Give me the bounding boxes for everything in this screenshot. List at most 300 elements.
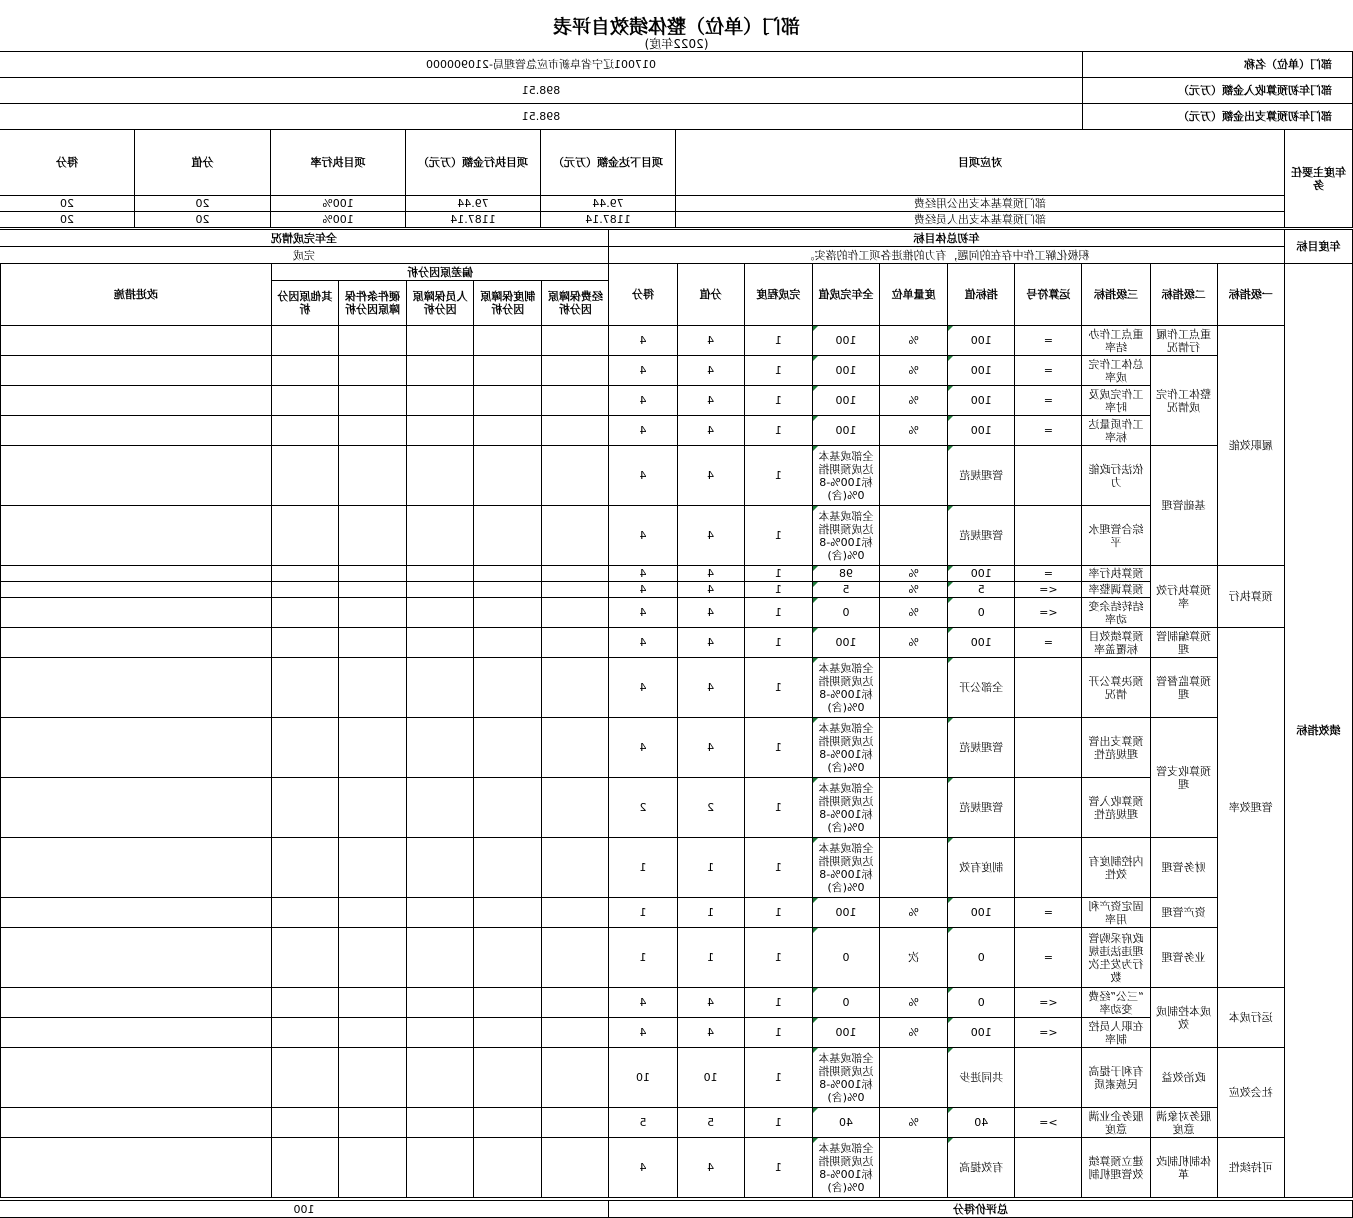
indicator-degree: 1 (744, 778, 812, 838)
header-reason-hardware: 硬件条件保障原因分析 (338, 281, 406, 326)
indicator-l1: 社会效应 (1217, 1048, 1284, 1138)
indicator-actual: 0 (812, 988, 879, 1018)
task-allocated: 1187.14 (541, 212, 676, 228)
measure-cell (1, 988, 272, 1018)
deviation-cell (271, 778, 338, 838)
indicator-op (1015, 506, 1082, 566)
table-row (1, 1018, 1353, 1048)
deviation-cell (474, 582, 542, 598)
indicator-score: 4 (609, 386, 677, 416)
deviation-cell (474, 898, 542, 928)
indicator-l3: 固定资产利用率 (1082, 898, 1150, 928)
deviation-cell (407, 326, 474, 356)
indicator-actual: 5 (812, 582, 879, 598)
indicator-target: 100 (948, 566, 1015, 582)
indicator-op: <= (1015, 988, 1082, 1018)
deviation-cell (474, 838, 542, 898)
deviation-cell (271, 1108, 338, 1138)
measure-cell (1, 898, 272, 928)
tasks-header-allocated: 项目下达金额（万元） (541, 130, 676, 196)
deviation-cell (338, 598, 406, 628)
deviation-cell (542, 898, 609, 928)
indicator-op: >= (1015, 1108, 1082, 1138)
deviation-cell (474, 628, 542, 658)
indicator-score: 1 (609, 928, 677, 988)
deviation-cell (542, 718, 609, 778)
indicator-weight: 4 (677, 718, 744, 778)
indicator-unit (880, 838, 948, 898)
indicator-degree: 1 (744, 658, 812, 718)
deviation-cell (407, 446, 474, 506)
indicator-target: 100 (948, 326, 1015, 356)
indicator-weight: 4 (677, 988, 744, 1018)
goal-initial-value: 积极化解工作中存在的问题，有力的推进各项工作的落实。 (609, 247, 1285, 264)
total-label: 总评价得分 (609, 1201, 1353, 1218)
indicator-table (0, 263, 1353, 1198)
indicator-unit (880, 446, 948, 506)
indicator-target: 100 (948, 386, 1015, 416)
deviation-cell (474, 566, 542, 582)
deviation-cell (271, 506, 338, 566)
indicator-degree: 1 (744, 326, 812, 356)
indicator-target: 管理规范 (948, 778, 1015, 838)
indicator-degree: 1 (744, 582, 812, 598)
indicator-unit: % (880, 1018, 948, 1048)
deviation-cell (338, 928, 406, 988)
indicator-l2: 财务管理 (1150, 838, 1217, 898)
deviation-cell (542, 1048, 609, 1108)
expense-value: 898.51 (0, 104, 1083, 130)
indicator-degree: 1 (744, 1108, 812, 1138)
indicator-op (1015, 446, 1082, 506)
indicator-degree: 1 (744, 718, 812, 778)
indicator-weight: 4 (677, 356, 744, 386)
measure-cell (1, 598, 272, 628)
header-degree: 完成程度 (744, 264, 812, 326)
tasks-header-project: 对应项目 (676, 130, 1285, 196)
measure-cell (1, 356, 272, 386)
indicator-degree: 1 (744, 416, 812, 446)
indicator-degree: 1 (744, 628, 812, 658)
table-row (1, 1108, 1353, 1138)
table-row (1, 1048, 1353, 1108)
indicator-score: 4 (609, 356, 677, 386)
header-reason-funding: 经费保障原因分析 (542, 281, 609, 326)
indicator-l2: 基础管理 (1150, 446, 1217, 566)
indicator-unit (880, 778, 948, 838)
deviation-cell (542, 506, 609, 566)
indicator-degree: 1 (744, 1018, 812, 1048)
tasks-row-label: 年度主要任务 (1285, 130, 1353, 228)
header-weight: 分值 (677, 264, 744, 326)
deviation-cell (271, 326, 338, 356)
indicator-l3: 预算执行率 (1082, 566, 1150, 582)
indicator-score: 4 (609, 506, 677, 566)
indicator-weight: 10 (677, 1048, 744, 1108)
indicator-target: 5 (948, 582, 1015, 598)
indicator-l2: 政治效益 (1150, 1048, 1217, 1108)
indicator-target: 0 (948, 598, 1015, 628)
deviation-cell (542, 928, 609, 988)
indicator-weight: 2 (677, 778, 744, 838)
indicator-l2: 预算执行效率 (1150, 566, 1217, 628)
table-row (1, 778, 1353, 838)
deviation-cell (474, 778, 542, 838)
table-row (1, 416, 1353, 446)
deviation-cell (271, 1048, 338, 1108)
deviation-cell (407, 718, 474, 778)
measure-cell (1, 416, 272, 446)
indicator-l1: 运行成本 (1217, 988, 1284, 1048)
task-executed: 79.44 (406, 196, 541, 212)
deviation-cell (338, 1018, 406, 1048)
header-deviation: 偏差原因分析 (271, 264, 609, 281)
indicator-actual: 全部或基本达成预期指标100%-80%(含) (812, 838, 879, 898)
indicator-score: 4 (609, 1018, 677, 1048)
indicator-weight: 4 (677, 446, 744, 506)
indicator-unit: % (880, 988, 948, 1018)
income-label: 部门年初预算收入金额（万元） (1083, 78, 1353, 104)
deviation-cell (474, 598, 542, 628)
indicator-score: 4 (609, 718, 677, 778)
indicator-op: = (1015, 628, 1082, 658)
measure-cell (1, 838, 272, 898)
indicator-weight: 4 (677, 566, 744, 582)
measure-cell (1, 326, 272, 356)
indicator-l2: 体制机制改革 (1150, 1138, 1217, 1198)
deviation-cell (474, 446, 542, 506)
indicator-actual: 40 (812, 1108, 879, 1138)
measure-cell (1, 778, 272, 838)
indicator-l3: 工作质量达标率 (1082, 416, 1150, 446)
indicator-actual: 全部或基本达成预期指标100%-80%(含) (812, 718, 879, 778)
header-l2: 二级指标 (1150, 264, 1217, 326)
indicator-weight: 4 (677, 506, 744, 566)
header-l1: 一级指标 (1217, 264, 1284, 326)
indicator-l3: 结转结余变动率 (1082, 598, 1150, 628)
goal-initial-label: 年初总体目标 (609, 230, 1285, 247)
measure-cell (1, 718, 272, 778)
measure-cell (1, 1018, 272, 1048)
deviation-cell (474, 718, 542, 778)
indicator-score: 10 (609, 1048, 677, 1108)
deviation-cell (338, 506, 406, 566)
indicator-op: <= (1015, 1018, 1082, 1048)
header-l3: 三级指标 (1082, 264, 1150, 326)
indicator-unit: % (880, 386, 948, 416)
deviation-cell (338, 898, 406, 928)
deviation-cell (407, 506, 474, 566)
indicator-op: = (1015, 416, 1082, 446)
indicator-l2: 重点工作履行情况 (1150, 326, 1217, 356)
indicator-l3: 预算收入管理规范性 (1082, 778, 1150, 838)
task-rate: 100% (271, 196, 406, 212)
indicator-l2: 成本控制成效 (1150, 988, 1217, 1048)
measure-cell (1, 1138, 272, 1198)
deviation-cell (542, 1138, 609, 1198)
deviation-cell (407, 1108, 474, 1138)
deviation-cell (338, 386, 406, 416)
indicator-op (1015, 838, 1082, 898)
tasks-header-score: 得分 (0, 130, 135, 196)
indicator-l3: 综合管理水平 (1082, 506, 1150, 566)
deviation-cell (542, 416, 609, 446)
header-score: 得分 (609, 264, 677, 326)
deviation-cell (407, 1048, 474, 1108)
table-row (1, 598, 1353, 628)
indicator-target: 0 (948, 988, 1015, 1018)
indicator-row-label: 绩效指标 (1284, 264, 1352, 1198)
indicator-actual: 全部或基本达成预期指标100%-80%(含) (812, 778, 879, 838)
deviation-cell (474, 416, 542, 446)
indicator-actual: 全部或基本达成预期指标100%-80%(含) (812, 658, 879, 718)
header-reason-other: 其他原因分析 (271, 281, 338, 326)
deviation-cell (474, 386, 542, 416)
indicator-op (1015, 1048, 1082, 1108)
indicator-target: 40 (948, 1108, 1015, 1138)
info-table (0, 51, 1353, 130)
indicator-weight: 4 (677, 386, 744, 416)
deviation-cell (271, 658, 338, 718)
indicator-unit: % (880, 566, 948, 582)
deviation-cell (271, 356, 338, 386)
measure-cell (1, 658, 272, 718)
table-row (1, 566, 1353, 582)
indicator-weight: 4 (677, 658, 744, 718)
task-project: 部门预算基本支出公用经费 (676, 196, 1285, 212)
indicator-degree: 1 (744, 838, 812, 898)
indicator-actual: 全部或基本达成预期指标100%-80%(含) (812, 1048, 879, 1108)
deviation-cell (338, 356, 406, 386)
deviation-cell (338, 1138, 406, 1198)
deviation-cell (407, 582, 474, 598)
indicator-unit: % (880, 898, 948, 928)
indicator-op: = (1015, 566, 1082, 582)
deviation-cell (338, 838, 406, 898)
indicator-score: 4 (609, 598, 677, 628)
deviation-cell (542, 628, 609, 658)
indicator-score: 4 (609, 446, 677, 506)
deviation-cell (271, 1018, 338, 1048)
indicator-op (1015, 778, 1082, 838)
indicator-score: 2 (609, 778, 677, 838)
task-score: 20 (0, 212, 135, 228)
indicator-degree: 1 (744, 928, 812, 988)
indicator-l2: 预算编制管理 (1150, 628, 1217, 658)
indicator-actual: 全部或基本达成预期指标100%-80%(含) (812, 446, 879, 506)
deviation-cell (474, 1108, 542, 1138)
indicator-l3: 建立预算绩效管理机制 (1082, 1138, 1150, 1198)
deviation-cell (338, 582, 406, 598)
indicator-target: 有效提高 (948, 1138, 1015, 1198)
indicator-op: = (1015, 326, 1082, 356)
deviation-cell (474, 506, 542, 566)
table-row (1, 326, 1353, 356)
task-weight: 20 (135, 212, 271, 228)
deviation-cell (407, 1138, 474, 1198)
table-row (1, 658, 1353, 718)
indicator-target: 100 (948, 416, 1015, 446)
deviation-cell (271, 898, 338, 928)
indicator-l3: 预算调整率 (1082, 582, 1150, 598)
indicator-degree: 1 (744, 506, 812, 566)
indicator-l1: 履职效能 (1217, 326, 1284, 566)
indicator-actual: 全部或基本达成预期指标100%-80%(含) (812, 1138, 879, 1198)
deviation-cell (542, 582, 609, 598)
indicator-degree: 1 (744, 988, 812, 1018)
indicator-l2: 服务对象满意度 (1150, 1108, 1217, 1138)
table-row (1, 1138, 1353, 1198)
deviation-cell (474, 326, 542, 356)
indicator-op: = (1015, 356, 1082, 386)
indicator-unit (880, 658, 948, 718)
indicator-weight: 4 (677, 628, 744, 658)
deviation-cell (542, 326, 609, 356)
deviation-cell (542, 446, 609, 506)
indicator-degree: 1 (744, 386, 812, 416)
deviation-cell (407, 566, 474, 582)
indicator-l3: 内控制度有效性 (1082, 838, 1150, 898)
indicator-unit: % (880, 582, 948, 598)
measure-cell (1, 1048, 272, 1108)
indicator-weight: 1 (677, 838, 744, 898)
indicator-l3: 预算绩效目标覆盖率 (1082, 628, 1150, 658)
indicator-unit (880, 1048, 948, 1108)
task-allocated: 79.44 (541, 196, 676, 212)
indicator-unit: % (880, 598, 948, 628)
deviation-cell (271, 928, 338, 988)
deviation-cell (542, 1018, 609, 1048)
table-row (1, 838, 1353, 898)
indicator-weight: 5 (677, 1108, 744, 1138)
indicator-l3: 重点工作办结率 (1082, 326, 1150, 356)
deviation-cell (542, 658, 609, 718)
indicator-weight: 4 (677, 1138, 744, 1198)
deviation-cell (542, 356, 609, 386)
expense-label: 部门年初预算支出金额（万元） (1083, 104, 1353, 130)
table-row (1, 898, 1353, 928)
table-row (1, 506, 1353, 566)
deviation-cell (271, 416, 338, 446)
indicator-l1: 预算执行 (1217, 566, 1284, 628)
header-actual: 全年完成值 (812, 264, 879, 326)
table-row (1, 628, 1353, 658)
indicator-actual: 100 (812, 356, 879, 386)
indicator-score: 4 (609, 566, 677, 582)
deviation-cell (542, 838, 609, 898)
indicator-l1: 可持续性 (1217, 1138, 1284, 1198)
task-rate: 100% (271, 212, 406, 228)
indicator-target: 0 (948, 928, 1015, 988)
deviation-cell (474, 988, 542, 1018)
indicator-actual: 0 (812, 928, 879, 988)
goal-actual-label: 全年完成情况 (0, 230, 609, 247)
indicator-l3: 总体工作完成率 (1082, 356, 1150, 386)
indicator-target: 管理规范 (948, 506, 1015, 566)
indicator-weight: 4 (677, 416, 744, 446)
indicator-target: 100 (948, 898, 1015, 928)
indicator-target: 100 (948, 356, 1015, 386)
deviation-cell (474, 1048, 542, 1108)
deviation-cell (407, 386, 474, 416)
page-year: (2022年度) (644, 37, 709, 51)
deviation-cell (271, 988, 338, 1018)
indicator-actual: 98 (812, 566, 879, 582)
indicator-op (1015, 658, 1082, 718)
deviation-cell (271, 718, 338, 778)
indicator-op: = (1015, 386, 1082, 416)
indicator-unit: % (880, 416, 948, 446)
deviation-cell (542, 386, 609, 416)
header-unit: 度量单位 (880, 264, 948, 326)
deviation-cell (407, 1018, 474, 1048)
deviation-cell (542, 988, 609, 1018)
task-score: 20 (0, 196, 135, 212)
total-table (0, 1200, 1353, 1218)
page-title: 部门（单位）整体绩效自评表 (553, 16, 801, 38)
deviation-cell (338, 1108, 406, 1138)
deviation-cell (271, 1138, 338, 1198)
header-target: 指标值 (948, 264, 1015, 326)
indicator-actual: 全部或基本达成预期指标100%-80%(含) (812, 506, 879, 566)
indicator-weight: 4 (677, 1018, 744, 1048)
indicator-l3: 依法行政能力 (1082, 446, 1150, 506)
deviation-cell (338, 446, 406, 506)
indicator-weight: 4 (677, 582, 744, 598)
deviation-cell (407, 928, 474, 988)
deviation-cell (338, 326, 406, 356)
tasks-table (0, 129, 1353, 228)
goal-actual-value: 完成 (0, 247, 609, 264)
indicator-unit: % (880, 1108, 948, 1138)
deviation-cell (407, 658, 474, 718)
indicator-degree: 1 (744, 898, 812, 928)
indicator-target: 管理规范 (948, 718, 1015, 778)
deviation-cell (407, 898, 474, 928)
deviation-cell (271, 446, 338, 506)
indicator-actual: 100 (812, 416, 879, 446)
indicator-score: 4 (609, 326, 677, 356)
deviation-cell (474, 928, 542, 988)
measure-cell (1, 506, 272, 566)
indicator-l3: 工作完成及时率 (1082, 386, 1150, 416)
tasks-header-executed: 项目执行金额（万元） (406, 130, 541, 196)
indicator-unit: % (880, 356, 948, 386)
table-row (1, 988, 1353, 1018)
deviation-cell (338, 658, 406, 718)
indicator-degree: 1 (744, 1138, 812, 1198)
deviation-cell (474, 1138, 542, 1198)
table-row (1, 356, 1353, 386)
indicator-unit: 次 (880, 928, 948, 988)
indicator-op (1015, 718, 1082, 778)
deviation-cell (271, 386, 338, 416)
measure-cell (1, 386, 272, 416)
indicator-unit: % (880, 326, 948, 356)
indicator-op (1015, 1138, 1082, 1198)
table-row (1, 582, 1353, 598)
indicator-weight: 1 (677, 928, 744, 988)
deviation-cell (338, 416, 406, 446)
indicator-l3: 预算支出管理规范性 (1082, 718, 1150, 778)
measure-cell (1, 628, 272, 658)
indicator-actual: 100 (812, 628, 879, 658)
task-executed: 1187.14 (406, 212, 541, 228)
dept-label: 部门（单位）名称 (1083, 52, 1353, 78)
indicator-degree: 1 (744, 356, 812, 386)
deviation-cell (407, 628, 474, 658)
indicator-score: 4 (609, 658, 677, 718)
